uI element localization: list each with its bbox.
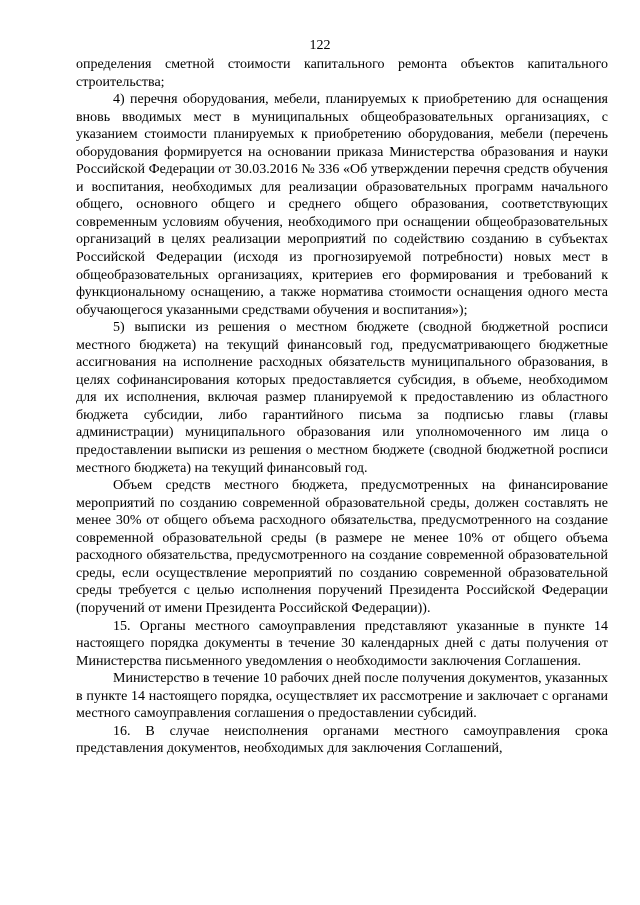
paragraph-clause-15: 15. Органы местного самоуправления представляют указанные в пункте 14 настоящего порядка документы в течение 30 календарных дней с даты получения от Министерства письменного уведомления о необходимости заключения Соглашения. <box>76 618 608 669</box>
paragraph-clause-16: 16. В случае неисполнения органами местного самоуправления срока представления документов, необходимых для заключения Соглашений, <box>76 723 608 757</box>
paragraph-item-4-equipment-list: 4) перечня оборудования, мебели, планируемых к приобретению для оснащения вновь вводимых мест в муниципальных общеобразовательных организациях, с указанием стоимости планируемых к приобретению оборудования, мебели (перечень оборудования формируется на основании приказа Министерства образования и науки Российской Федерации от 30.03.2016 № 336 «Об утверждении перечня средств обучения и воспитания, необходимых для реализации образовательных программ начального общего, основного общего и среднего общего образования, соответствующих современным условиям обучения, необходимого при оснащении общеобразовательных организаций в целях реализации мероприятий по содействию созданию в субъектах Российской Федерации (исходя из прогнозируемой потребности) новых мест в общеобразовательных организациях, критериев его формирования и требований к функциональному оснащению, а также норматива стоимости оснащения одного места обучающегося указанными средствами обучения и воспитания»); <box>76 92 608 318</box>
paragraph-local-budget-share: Объем средств местного бюджета, предусмотренных на финансирование мероприятий по созданию современной образовательной среды, должен составлять не менее 30% от общего объема расходного обязательства, предусмотренного на создание современной образовательной среды (в размере не менее 10% от общего объема расходного обязательства, предусмотренного на создание современной образовательной среды, если осуществление мероприятий по созданию современной образовательной среды требуется с целью исполнения поручений Президента Российской Федерации (поручений от имени Президента Российской Федерации)). <box>76 478 608 616</box>
paragraph-ministry-review: Министерство в течение 10 рабочих дней после получения документов, указанных в пункте 14 настоящего порядка, осуществляет их рассмотрение и заключает с органами местного самоуправления соглашения о предоставлении субсидий. <box>76 671 609 722</box>
page-number: 122 <box>309 38 331 53</box>
document-body <box>76 56 608 758</box>
paragraph-item-5-budget-extract: 5) выписки из решения о местном бюджете (сводной бюджетной росписи местного бюджета) на текущий финансовый год, предусматривающего бюджетные ассигнования на исполнение расходных обязательств муниципального образования, в целях софинансирования которых предоставляется субсидия, в объеме, необходимом для их исполнения, включая размер планируемой к предоставлению из областного бюджета субсидии, либо гарантийного письма за подписью главы (главы администрации) муниципального образования или уполномоченного им лица о предоставлении выписки из решения о местном бюджете (сводной бюджетной росписи местного бюджета) на текущий финансовый год. <box>76 320 608 476</box>
paragraph-continuation: определения сметной стоимости капитального ремонта объектов капитального строительства; <box>76 57 608 90</box>
